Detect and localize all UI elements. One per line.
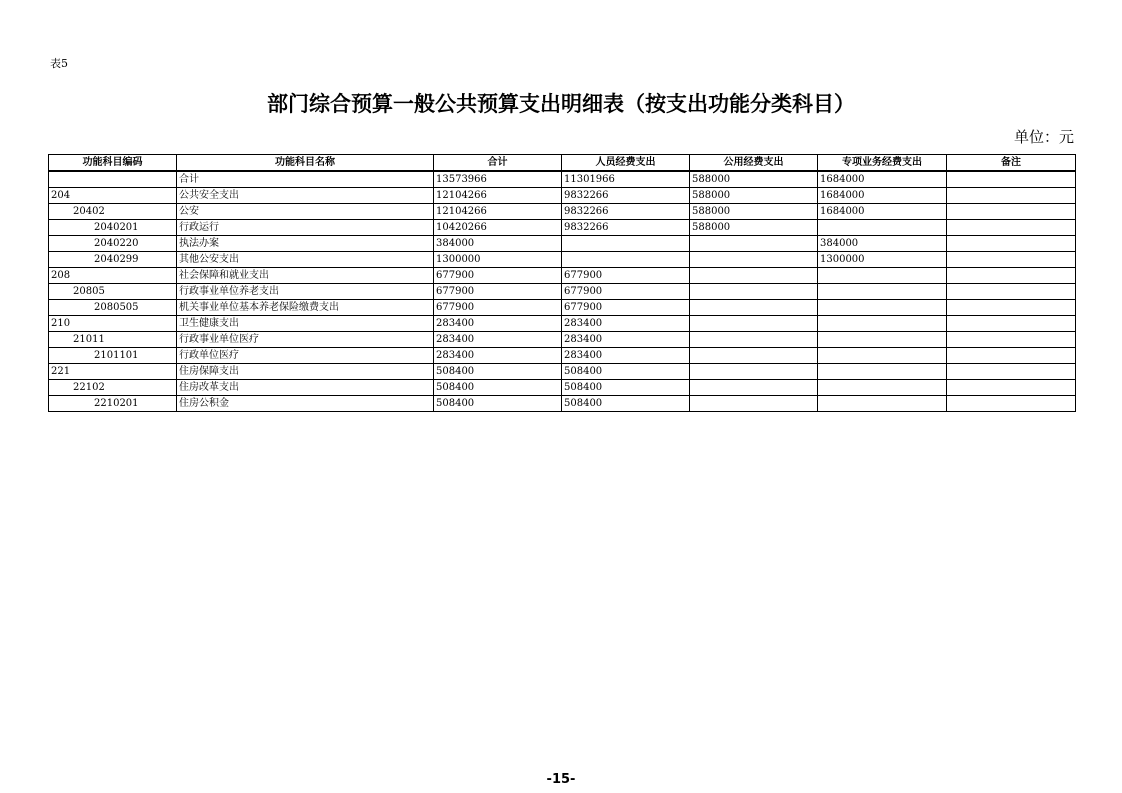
cell-name: 行政运行 — [177, 220, 434, 236]
cell-name: 合计 — [177, 171, 434, 188]
cell-code: 2040220 — [49, 236, 177, 252]
cell-public: 588000 — [690, 188, 818, 204]
cell-special — [818, 332, 947, 348]
table-label: 表5 — [50, 57, 68, 70]
cell-personnel — [562, 236, 690, 252]
header-public: 公用经费支出 — [690, 155, 818, 172]
cell-personnel: 508400 — [562, 380, 690, 396]
cell-note — [947, 348, 1076, 364]
cell-name: 行政事业单位医疗 — [177, 332, 434, 348]
table-row — [49, 188, 1076, 204]
cell-total: 283400 — [434, 316, 562, 332]
header-total: 合计 — [434, 155, 562, 172]
cell-name: 行政单位医疗 — [177, 348, 434, 364]
cell-special — [818, 268, 947, 284]
page-title: 部门综合预算一般公共预算支出明细表（按支出功能分类科目） — [267, 92, 855, 116]
unit-label: 单位：元 — [1013, 128, 1074, 146]
cell-special — [818, 220, 947, 236]
cell-personnel: 283400 — [562, 332, 690, 348]
cell-total: 508400 — [434, 364, 562, 380]
cell-personnel: 508400 — [562, 364, 690, 380]
cell-public — [690, 316, 818, 332]
cell-note — [947, 396, 1076, 412]
cell-name: 公安 — [177, 204, 434, 220]
table-header-row — [49, 155, 1076, 172]
cell-note — [947, 204, 1076, 220]
cell-code: 2101101 — [49, 348, 177, 364]
cell-code: 204 — [49, 188, 177, 204]
table-row — [49, 396, 1076, 412]
cell-total: 10420266 — [434, 220, 562, 236]
cell-personnel: 677900 — [562, 268, 690, 284]
table-row — [49, 300, 1076, 316]
cell-personnel: 283400 — [562, 316, 690, 332]
cell-note — [947, 332, 1076, 348]
cell-note — [947, 236, 1076, 252]
cell-special: 1684000 — [818, 171, 947, 188]
table-row — [49, 236, 1076, 252]
cell-code: 2210201 — [49, 396, 177, 412]
cell-name: 卫生健康支出 — [177, 316, 434, 332]
cell-note — [947, 268, 1076, 284]
cell-code: 221 — [49, 364, 177, 380]
header-code: 功能科目编码 — [49, 155, 177, 172]
table-row — [49, 380, 1076, 396]
cell-personnel: 9832266 — [562, 188, 690, 204]
cell-code: 20402 — [49, 204, 177, 220]
cell-code: 2040201 — [49, 220, 177, 236]
cell-public — [690, 284, 818, 300]
cell-public — [690, 396, 818, 412]
cell-special — [818, 364, 947, 380]
cell-note — [947, 380, 1076, 396]
cell-note — [947, 364, 1076, 380]
cell-total: 508400 — [434, 396, 562, 412]
cell-name: 住房公积金 — [177, 396, 434, 412]
cell-special — [818, 284, 947, 300]
cell-code: 2040299 — [49, 252, 177, 268]
cell-code: 21011 — [49, 332, 177, 348]
table-row — [49, 284, 1076, 300]
cell-personnel: 11301966 — [562, 171, 690, 188]
table-row — [49, 316, 1076, 332]
cell-total: 677900 — [434, 268, 562, 284]
table-row — [49, 268, 1076, 284]
cell-code: 210 — [49, 316, 177, 332]
cell-note — [947, 316, 1076, 332]
cell-special: 1684000 — [818, 188, 947, 204]
cell-special: 1300000 — [818, 252, 947, 268]
cell-public — [690, 268, 818, 284]
cell-total: 1300000 — [434, 252, 562, 268]
cell-name: 住房改革支出 — [177, 380, 434, 396]
cell-public — [690, 348, 818, 364]
cell-note — [947, 300, 1076, 316]
cell-personnel: 9832266 — [562, 204, 690, 220]
cell-code: 2080505 — [49, 300, 177, 316]
cell-special — [818, 300, 947, 316]
table-row — [49, 332, 1076, 348]
cell-special — [818, 316, 947, 332]
header-special: 专项业务经费支出 — [818, 155, 947, 172]
cell-personnel: 508400 — [562, 396, 690, 412]
table-row — [49, 220, 1076, 236]
cell-personnel: 9832266 — [562, 220, 690, 236]
cell-note — [947, 171, 1076, 188]
cell-code — [49, 171, 177, 188]
cell-personnel — [562, 252, 690, 268]
cell-special: 1684000 — [818, 204, 947, 220]
cell-note — [947, 252, 1076, 268]
cell-name: 机关事业单位基本养老保险缴费支出 — [177, 300, 434, 316]
table-row — [49, 171, 1076, 188]
table-body — [49, 171, 1076, 412]
cell-note — [947, 284, 1076, 300]
cell-personnel: 677900 — [562, 284, 690, 300]
cell-personnel: 677900 — [562, 300, 690, 316]
cell-name: 社会保障和就业支出 — [177, 268, 434, 284]
cell-public: 588000 — [690, 171, 818, 188]
cell-total: 677900 — [434, 284, 562, 300]
cell-special — [818, 348, 947, 364]
cell-total: 12104266 — [434, 204, 562, 220]
budget-table — [48, 154, 1076, 412]
cell-code: 22102 — [49, 380, 177, 396]
cell-total: 508400 — [434, 380, 562, 396]
header-name: 功能科目名称 — [177, 155, 434, 172]
cell-special — [818, 396, 947, 412]
cell-code: 208 — [49, 268, 177, 284]
cell-special: 384000 — [818, 236, 947, 252]
cell-note — [947, 220, 1076, 236]
table-row — [49, 364, 1076, 380]
cell-total: 677900 — [434, 300, 562, 316]
cell-public — [690, 252, 818, 268]
cell-special — [818, 380, 947, 396]
table-row — [49, 204, 1076, 220]
table-row — [49, 348, 1076, 364]
cell-public — [690, 380, 818, 396]
cell-public — [690, 364, 818, 380]
cell-total: 384000 — [434, 236, 562, 252]
cell-total: 283400 — [434, 348, 562, 364]
cell-name: 其他公安支出 — [177, 252, 434, 268]
cell-public: 588000 — [690, 220, 818, 236]
cell-name: 公共安全支出 — [177, 188, 434, 204]
cell-code: 20805 — [49, 284, 177, 300]
cell-name: 执法办案 — [177, 236, 434, 252]
cell-name: 住房保障支出 — [177, 364, 434, 380]
cell-total: 13573966 — [434, 171, 562, 188]
page-number: -15- — [546, 772, 576, 787]
cell-note — [947, 188, 1076, 204]
cell-name: 行政事业单位养老支出 — [177, 284, 434, 300]
cell-personnel: 283400 — [562, 348, 690, 364]
cell-public — [690, 236, 818, 252]
table-row — [49, 252, 1076, 268]
cell-total: 283400 — [434, 332, 562, 348]
cell-public — [690, 332, 818, 348]
header-note: 备注 — [947, 155, 1076, 172]
cell-total: 12104266 — [434, 188, 562, 204]
header-personnel: 人员经费支出 — [562, 155, 690, 172]
cell-public — [690, 300, 818, 316]
cell-public: 588000 — [690, 204, 818, 220]
